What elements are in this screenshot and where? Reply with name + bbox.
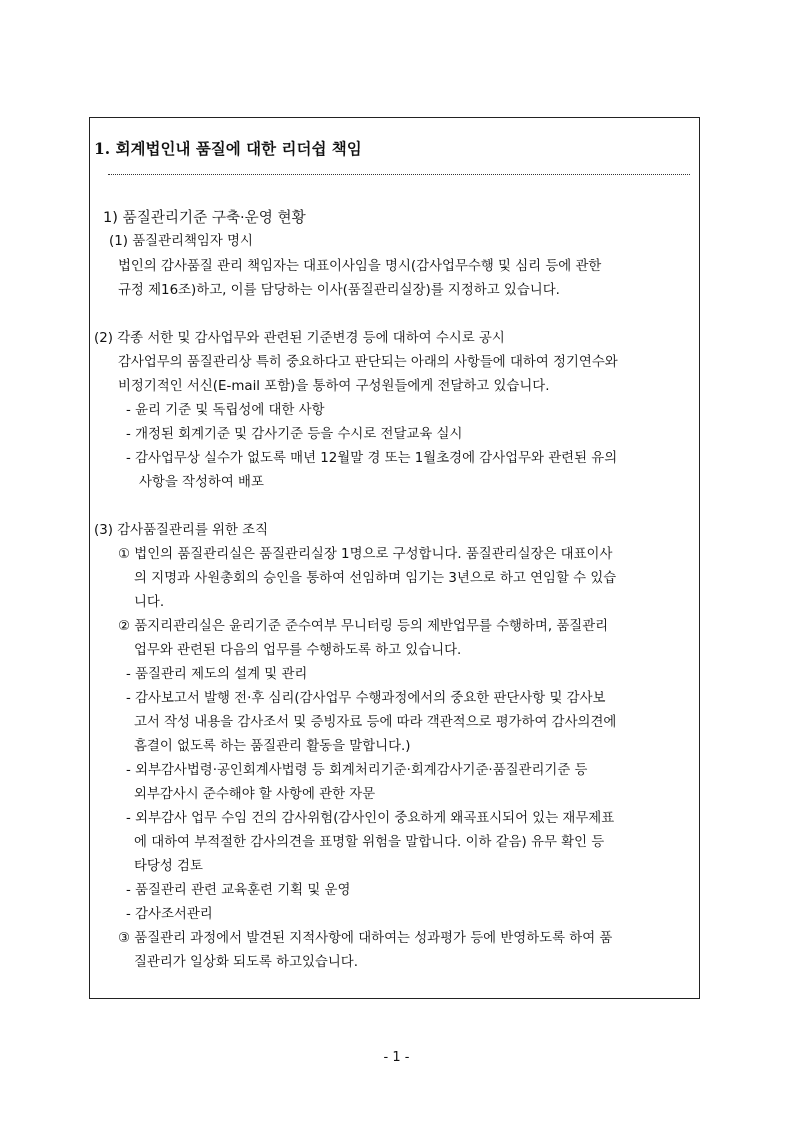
subsection-3-title: (3) 감사품질관리를 위한 조직 — [94, 523, 269, 538]
subsection-3-bullet-cont: 에 대하여 부적절한 감사의견을 표명할 위험을 말합니다. 이하 같음) 유무 확인 등 — [134, 835, 605, 850]
subsection-3-bullet-cont: 외부감사시 준수해야 할 사항에 관한 자문 — [134, 787, 376, 802]
dotted-divider — [108, 174, 690, 175]
heading: 1. 회계법인내 품질에 대한 리더쉽 책임 — [94, 139, 362, 158]
subsection-3-bullet-cont: 흠결이 없도록 하는 품질관리 활동을 말합니다.) — [134, 739, 411, 754]
subsection-2-bullet-cont: 사항을 작성하여 배포 — [139, 475, 264, 490]
subsection-3-line: ② 품지리관리실은 윤리기준 준수여부 무니터링 등의 제반업무를 수행하며, 품질관리 — [118, 619, 609, 634]
subsection-3-bullet: - 품질관리 제도의 설계 및 관리 — [126, 667, 308, 682]
subsection-3-bullet: - 외부감사 업무 수임 건의 감사위험(감사인이 중요하게 왜곡표시되어 있는 재무제표 — [126, 811, 615, 826]
subsection-3-bullet: - 품질관리 관련 교육훈련 기획 및 운영 — [126, 883, 351, 898]
subsection-1-line: 법인의 감사품질 관리 책임자는 대표이사임을 명시(감사업무수행 및 심리 등에 관한 — [118, 259, 602, 274]
subsection-3-line: 질관리가 일상화 되도록 하고있습니다. — [134, 955, 358, 970]
subsection-3-bullet: - 외부감사법령·공인회계사법령 등 회계처리기준·회계감사기준·품질관리기준 등 — [126, 763, 588, 778]
subsection-2-bullet: - 윤리 기준 및 독립성에 대한 사항 — [126, 403, 325, 418]
section-1-title: 1) 품질관리기준 구축·운영 현황 — [103, 209, 306, 226]
subsection-1-title: (1) 품질관리책임자 명시 — [109, 234, 253, 249]
subsection-3-line: 업무와 관련된 다음의 업무를 수행하도록 하고 있습니다. — [134, 643, 462, 658]
subsection-1-line: 규정 제16조)하고, 이를 담당하는 이사(품질관리실장)를 지정하고 있습니다. — [118, 283, 560, 298]
subsection-3-line: 의 지명과 사원총회의 승인을 통하여 선임하며 임기는 3년으로 하고 연임할 수 있습 — [134, 571, 617, 586]
subsection-3-bullet-cont: 고서 작성 내용을 감사조서 및 증빙자료 등에 따라 객관적으로 평가하여 감사의견에 — [134, 715, 617, 730]
subsection-3-bullet-cont: 타당성 검토 — [134, 859, 203, 874]
subsection-3-line: 니다. — [134, 595, 165, 610]
subsection-2-line: 감사업무의 품질관리상 특히 중요하다고 판단되는 아래의 사항들에 대하여 정기연수와 — [118, 355, 618, 370]
subsection-3-line: ③ 품질관리 과정에서 발견된 지적사항에 대하여는 성과평가 등에 반영하도록 하여 품 — [118, 931, 613, 946]
subsection-2-title: (2) 각종 서한 및 감사업무와 관련된 기준변경 등에 대하여 수시로 공시 — [94, 331, 505, 346]
subsection-3-bullet: - 감사조서관리 — [126, 907, 213, 922]
page-number: - 1 - — [383, 1050, 410, 1065]
subsection-2-bullet: - 개정된 회계기준 및 감사기준 등을 수시로 전달교육 실시 — [126, 427, 463, 442]
subsection-2-bullet: - 감사업무상 실수가 없도록 매년 12월말 경 또는 1월초경에 감사업무와 관련된 유의 — [126, 451, 618, 466]
subsection-2-line: 비정기적인 서신(E-mail 포함)을 통하여 구성원들에게 전달하고 있습니다. — [118, 379, 550, 394]
subsection-3-bullet: - 감사보고서 발행 전·후 심리(감사업무 수행과정에서의 중요한 판단사항 및 감사보 — [126, 691, 606, 706]
subsection-3-line: ① 법인의 품질관리실은 품질관리실장 1명으로 구성합니다. 품질관리실장은 대표이사 — [118, 547, 613, 562]
